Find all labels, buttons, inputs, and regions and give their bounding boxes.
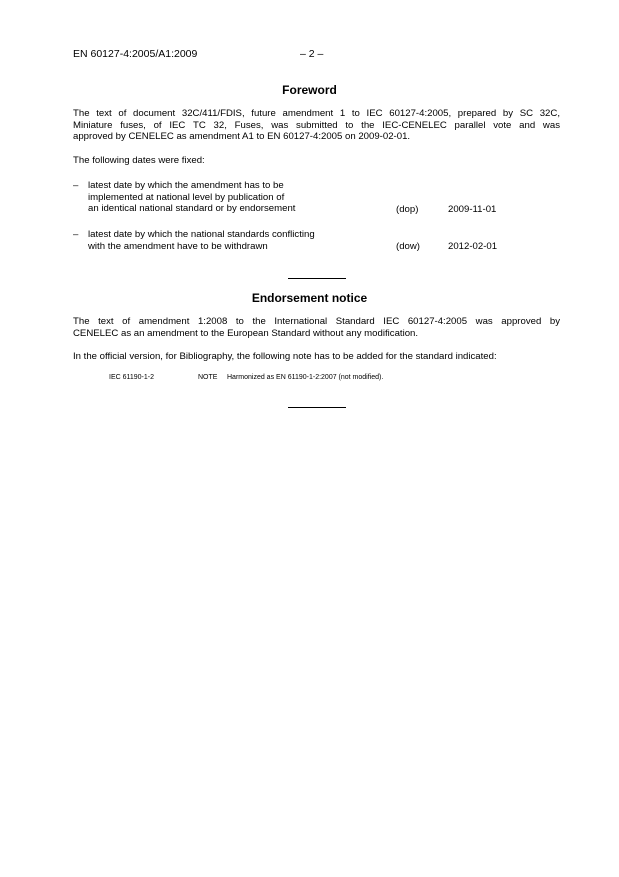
document-id: EN 60127-4:2005/A1:2009 bbox=[73, 48, 198, 60]
section-divider bbox=[288, 278, 346, 279]
foreword-paragraph-line-2: Miniature fuses, of IEC TC 32, Fuses, was submitted to the IEC-CENELEC parallel vote and was bbox=[73, 119, 560, 131]
foreword-paragraph-line-1: The text of document 32C/411/FDIS, future amendment 1 to IEC 60127-4:2005, prepared by SC 32C, bbox=[73, 108, 560, 119]
date-item-line: latest date by which the national standards conflicting bbox=[88, 229, 315, 240]
foreword-title: Foreword bbox=[282, 83, 337, 97]
foreword-paragraph-line-3: approved by CENELEC as amendment A1 to EN 60127-4:2005 on 2009-02-01. bbox=[73, 131, 411, 143]
date-item-bullet: – bbox=[73, 180, 79, 191]
date-item-description bbox=[88, 229, 388, 252]
date-item-date: 2012-02-01 bbox=[448, 241, 498, 252]
date-item-description bbox=[88, 180, 388, 215]
date-item-line: implemented at national level by publication of bbox=[88, 191, 285, 203]
endorsement-paragraph-line-2: CENELEC as an amendment to the European Standard without any modification. bbox=[73, 327, 419, 339]
date-item-code: (dow) bbox=[396, 241, 420, 252]
date-item-line: an identical national standard or by endorsement bbox=[88, 203, 296, 215]
endorsement-paragraph-line-1: The text of amendment 1:2008 to the International Standard IEC 60127-4:2005 was approved by bbox=[73, 316, 560, 327]
date-item-code: (dop) bbox=[396, 204, 419, 215]
end-divider bbox=[288, 407, 346, 408]
bibliography-intro: In the official version, for Bibliography, the following note has to be added for the standard indicated: bbox=[73, 351, 497, 362]
foreword-paragraph bbox=[73, 108, 560, 143]
dates-intro: The following dates were fixed: bbox=[73, 155, 205, 166]
note-reference: IEC 61190-1-2 bbox=[109, 374, 155, 381]
note-text: Harmonized as EN 61190-1-2:2007 (not modified). bbox=[227, 374, 384, 381]
page-number: – 2 – bbox=[300, 48, 324, 60]
date-item-line: latest date by which the amendment has to be bbox=[88, 180, 284, 191]
endorsement-paragraph bbox=[73, 316, 560, 339]
endorsement-title: Endorsement notice bbox=[251, 291, 368, 305]
date-item-line: with the amendment have to be withdrawn bbox=[88, 240, 268, 252]
date-item-date: 2009-11-01 bbox=[448, 204, 497, 215]
note-label: NOTE bbox=[198, 374, 218, 381]
date-item-bullet: – bbox=[73, 229, 79, 240]
